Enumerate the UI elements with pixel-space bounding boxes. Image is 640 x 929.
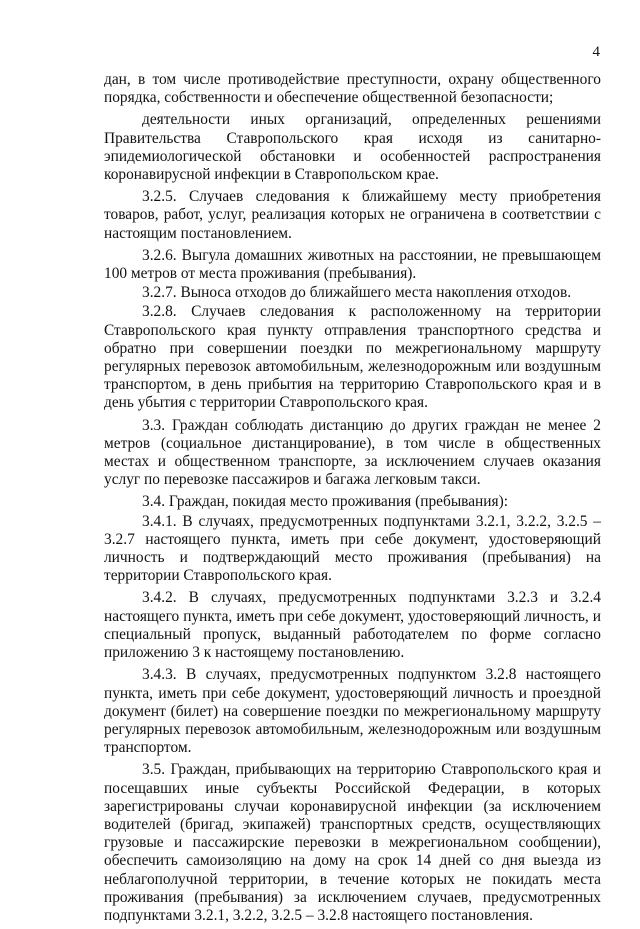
paragraph-3-2-5: 3.2.5. Случаев следования к ближайшему месту приобретения товаров, работ, услуг, реализация которых не ограничена в соответствии с настоящим постановлением. bbox=[104, 188, 601, 242]
paragraph-3-2-7: 3.2.7. Выноса отходов до ближайшего места накопления отходов. bbox=[142, 284, 572, 302]
paragraph-3-4-3: 3.4.3. В случаях, предусмотренных подпунктом 3.2.8 настоящего пункта, иметь при себе документ, удостоверяющий личность и проездной документ (билет) на совершение поездки по межрегиональному маршруту регулярных перевозок автомобильным, железнодорожным или воздушным транспортом. bbox=[104, 666, 601, 757]
paragraph-3-4-2: 3.4.2. В случаях, предусмотренных подпунктами 3.2.3 и 3.2.4 настоящего пункта, иметь при себе документ, удостоверяющий личность, и специальный пропуск, выданный работодателем по форме согласно приложению 3 к настоящему постановлению. bbox=[104, 589, 601, 662]
paragraph-3-3: 3.3. Граждан соблюдать дистанцию до других граждан не менее 2 метров (социальное дистанцирование), в том числе в общественных местах и общественном транспорте, за исключением случаев оказания услуг по перевозке пассажиров и багажа легковым такси. bbox=[104, 416, 601, 489]
paragraph-3-5: 3.5. Граждан, прибывающих на территорию Ставропольского края и посещавших иные субъекты Российской Федерации, в которых зарегистрированы случаи коронавирусной инфекции (за исключением водителей (бригад, экипажей) транспортных средств, осуществляющих грузовые и пассажирские перевозки в межрегиональном сообщении), обеспечить самоизоляцию на дому на срок 14 дней со дня выезда из неблагополучной территории, в течение которых не покидать места проживания (пребывания) за исключением случаев, предусмотренных подпунктами 3.2.1, 3.2.2, 3.2.5 – 3.2.8 настоящего постановления. bbox=[104, 761, 601, 924]
page-number: 4 bbox=[592, 44, 600, 60]
document-body bbox=[104, 71, 601, 929]
paragraph-3-2-8: 3.2.8. Случаев следования к расположенному на территории Ставропольского края пункту отправления транспортного средства и обратно при совершении поездки по межрегиональному маршруту регулярных перевозок автомобильным, железнодорожным или воздушным транспортом, в день прибытия на территорию Ставропольского края и в день убытия с территории Ставропольского края. bbox=[104, 303, 601, 412]
paragraph-3-4-1: 3.4.1. В случаях, предусмотренных подпунктами 3.2.1, 3.2.2, 3.2.5 – 3.2.7 настоящего пункта, иметь при себе документ, удостоверяющий личность и подтверждающий место проживания (пребывания) на территории Ставропольского края. bbox=[104, 512, 601, 585]
paragraph-other-organizations: деятельности иных организаций, определенных решениями Правительства Ставропольского края исходя из санитарно-эпидемиологической обстановки и особенностей распространения коронавирусной инфекции в Ставропольском крае. bbox=[104, 111, 601, 184]
paragraph-3-2-6: 3.2.6. Выгула домашних животных на расстоянии, не превышающем 100 метров от места проживания (пребывания). bbox=[104, 246, 601, 283]
paragraph-continuation: дан, в том числе противодействие преступности, охрану общественного порядка, собственности и обеспечение общественной безопасности; bbox=[104, 71, 601, 107]
paragraph-3-4: 3.4. Граждан, покидая место проживания (пребывания): bbox=[142, 493, 509, 511]
